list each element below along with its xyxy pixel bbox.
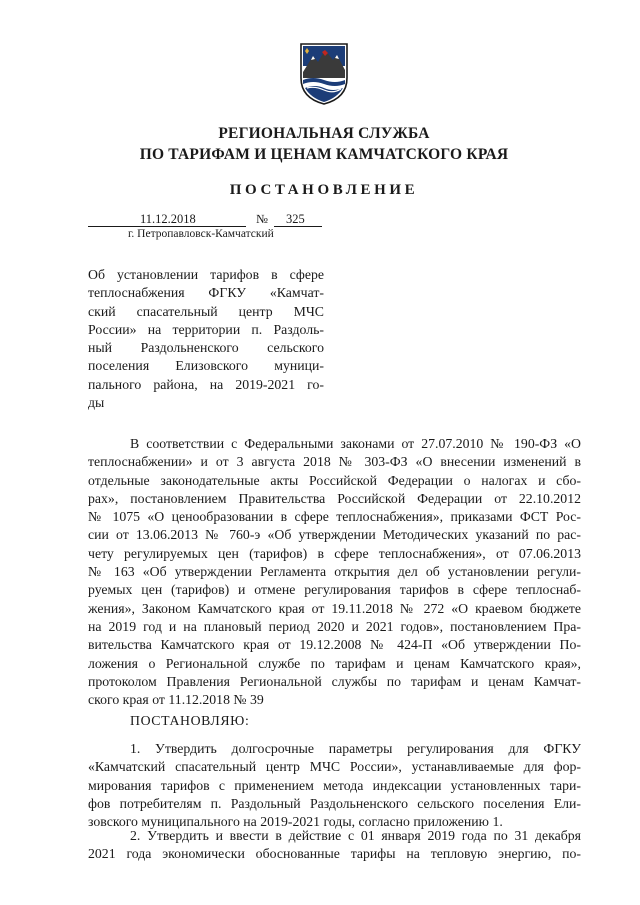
preamble-line: рах», постановлением Правительства Российской Федерации от 22.10.2012 — [88, 490, 581, 506]
number-sign: № — [256, 212, 268, 226]
preamble-line: ложения о Региональной службе по тарифам и ценам Камчатского края», — [88, 655, 581, 671]
subject-line: пального района, на 2019-2021 го- — [88, 376, 324, 392]
preamble-line: В соответствии с Федеральными законами от 27.07.2010 № 190-ФЗ «О — [130, 436, 581, 451]
subject-line: России» на территории п. Раздоль- — [88, 321, 324, 337]
document-type-title: ПОСТАНОВЛЕНИЕ — [229, 182, 419, 198]
preamble-paragraph — [88, 435, 581, 709]
item-line: фов потребителям п. Раздольный Раздольненского сельского поселения Ели- — [88, 795, 581, 811]
resolution-item-1 — [88, 740, 581, 831]
item-line: 1. Утвердить долгосрочные параметры регулирования для ФГКУ — [130, 741, 581, 756]
item-line: мирования тарифов с применением метода индексации установленных тари- — [88, 777, 581, 793]
preamble-line: протоколом Правления Региональной службы по тарифам и ценам Камчат- — [88, 673, 581, 689]
resolve-heading: ПОСТАНОВЛЯЮ: — [130, 713, 250, 728]
preamble-line: чету регулируемых цен (тарифов) в сфере теплоснабжения», от 07.06.2013 — [88, 545, 581, 561]
number-underline — [274, 226, 322, 227]
subject-line: теплоснабжения ФГКУ «Камчат- — [88, 285, 324, 301]
preamble-line: сии от 13.06.2013 № 760-э «Об утверждении Методических указаний по рас- — [88, 527, 581, 543]
preamble-line: жения», Законом Камчатского края от 19.11.2018 № 272 «О краевом бюджете — [88, 600, 581, 616]
date-underline — [88, 226, 246, 227]
preamble-line: отдельные законодательные акты Российской Федерации о налогах и сбо- — [88, 472, 581, 488]
preamble-line: руемых цен (тарифов) и отмене регулирования тарифов в сфере теплоснаб- — [88, 582, 581, 598]
item-line: зовского муниципального на 2019-2021 годы, согласно приложению 1. — [88, 814, 503, 830]
document-date: 11.12.2018 — [140, 212, 196, 226]
resolution-item-2 — [88, 827, 581, 864]
preamble-line: вительства Камчатского края от 19.12.2008 № 424-П «Об утверждении По- — [88, 637, 581, 653]
preamble-line: № 1075 «О ценообразовании в сфере теплоснабжения», приказами ФСТ Рос- — [88, 509, 581, 525]
document-number: 325 — [286, 212, 305, 226]
preamble-line: № 163 «Об утверждении Регламента открытия дел об установлении регули- — [88, 564, 581, 580]
kamchatka-coat-of-arms-icon — [297, 42, 351, 106]
subject-line: поселения Елизовского муници- — [88, 358, 324, 374]
preamble-line: теплоснабжении» и от 3 августа 2018 № 303-ФЗ «О внесении изменений в — [88, 454, 581, 470]
item-line: 2021 года экономически обоснованные тарифы на тепловую энергию, по- — [88, 846, 581, 862]
subject-line: Об установлении тарифов в сфере — [88, 267, 324, 282]
item-line: «Камчатский спасательный центр МЧС России», устанавливаемые для фор- — [88, 759, 581, 775]
preamble-line: на 2019 год и на плановый период 2020 и 2021 годов», постановлением Пра- — [88, 618, 581, 634]
organization-name-line1: РЕГИОНАЛЬНАЯ СЛУЖБА — [218, 125, 430, 142]
subject-line: ный Раздольненского сельского — [88, 340, 324, 356]
subject-line: ский спасательный центр МЧС — [88, 303, 324, 319]
item-line: 2. Утвердить и ввести в действие с 01 января 2019 года по 31 декабря — [130, 828, 581, 843]
organization-name-line2: ПО ТАРИФАМ И ЦЕНАМ КАМЧАТСКОГО КРАЯ — [139, 146, 509, 163]
subject-line: ды — [88, 395, 105, 411]
preamble-line: ского края от 11.12.2018 № 39 — [88, 692, 264, 708]
issue-city: г. Петропавловск-Камчатский — [128, 228, 274, 240]
document-subject — [88, 266, 324, 412]
